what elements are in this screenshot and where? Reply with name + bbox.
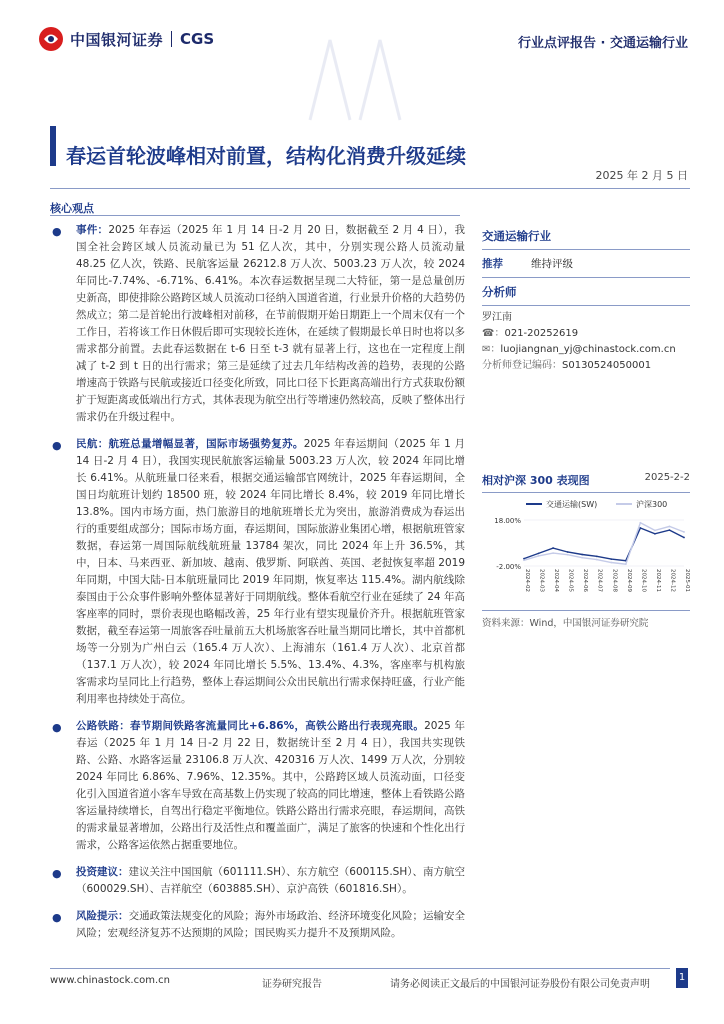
- bullet-icon: ●: [52, 911, 62, 924]
- paragraph-lead: 公路铁路：春节期间铁路客流量同比+6.86%，高铁公路出行表现亮眼。: [76, 720, 425, 732]
- chart-title: 相对沪深 300 表现图: [482, 474, 590, 487]
- y-tick-label: 18.00%: [494, 517, 521, 525]
- footer-url[interactable]: www.chinastock.com.cn: [50, 975, 170, 986]
- industry-label: 交通运输行业: [482, 229, 551, 243]
- x-tick-label: 2024-03: [538, 569, 545, 592]
- data-point: [683, 531, 685, 533]
- brand-divider: [171, 31, 172, 47]
- data-point: [596, 559, 598, 561]
- footer-report-type: 证券研究报告: [262, 979, 322, 990]
- legend-label: 交通运输(SW): [546, 500, 598, 509]
- page-number: 1: [676, 968, 688, 988]
- data-point: [581, 557, 583, 559]
- data-point: [552, 547, 554, 549]
- x-tick-label: 2024-07: [596, 569, 603, 592]
- footer-disclaimer: 请务必阅读正文最后的中国银河证券股份有限公司免责声明: [390, 979, 650, 990]
- data-point: [654, 529, 656, 531]
- main-content: [50, 222, 465, 952]
- brand-name-en: CGS: [180, 30, 215, 48]
- data-point: [639, 527, 641, 529]
- divider: [50, 215, 460, 216]
- data-point: [581, 554, 583, 556]
- data-point: [610, 558, 612, 560]
- performance-chart: [486, 494, 690, 598]
- email-icon: ✉：: [482, 344, 501, 355]
- y-tick-label: -2.00%: [496, 563, 521, 571]
- core-views-label: 核心观点: [50, 202, 94, 215]
- bullet-icon: ●: [52, 867, 62, 880]
- x-tick-label: 2024-11: [654, 569, 661, 592]
- analyst-name: 罗江南: [482, 312, 512, 323]
- paragraph-investment: [50, 864, 465, 898]
- analyst-phone-row: [482, 326, 690, 342]
- sidebar: [482, 222, 690, 374]
- x-tick-label: 2024-05: [567, 569, 574, 592]
- data-point: [610, 562, 612, 564]
- data-point: [538, 555, 540, 557]
- data-point: [538, 552, 540, 554]
- data-point: [669, 529, 671, 531]
- chart-header: [482, 472, 690, 493]
- chart-date: 2025-2-2: [644, 472, 690, 483]
- paragraph-event: [50, 222, 465, 426]
- page-title: 春运首轮波峰相对前置，结构化消费升级延续: [66, 144, 466, 168]
- x-tick-label: 2024-10: [640, 569, 647, 592]
- title-accent-bar: [50, 126, 56, 166]
- rating-value: 维持评级: [531, 258, 573, 270]
- paragraph-text: 交通政策法规变化的风险；海外市场政治、经济环境变化风险；运输安全风险；宏观经济复苏不达预期的风险；国民购买力提升不及预期风险。: [76, 910, 466, 939]
- footer-divider: [50, 968, 670, 969]
- paragraph-text: 2025 年春运（2025 年 1 月 14 日-2 月 20 日，数据截至 2 月 4 日），我国全社会跨区域人员流动量已为 51 亿人次，其中，分别实现公路人员流动量 48.25 亿人次，铁路、民航客运量 26212.8 万人次、5003.23 万人次，较 2024 年同比-7.74%、-6.71%、6.41%。本次春运数据呈现二大特征，第一是总量创历史新高，即使排除公路跨区域人员流动口径纳入国道省道，行业景升价格的大趋势仍然成立；第二是首轮出行波峰相对前移，在节前假期开始日期距上一个周末仅有一个工作日，若将该工作日休假后即可实现较长连休，在延续了假期最长单日时也将以多需求都分前置。去此春运数据在 t-6 日至 t-3 就有显著上行，这也在一定程度上削减了 t-2 到 t 日的出行需求；第三是延续了过去几年结构改善的趋势，表现的公路增速高于铁路与民航或接近口径变化所致，同比口径下长距离高端出行方式获取份额扩于短距离或低端出行方式，其体表现为航空出行等增速仍然较高，反映了整体出行需求仍在升级过程中。: [76, 224, 465, 423]
- x-tick-label: 2024-09: [625, 569, 632, 592]
- legend-label: 沪深300: [636, 500, 668, 509]
- paragraph-risk: [50, 908, 465, 942]
- data-point: [683, 537, 685, 539]
- analyst-cert-row: [482, 358, 690, 374]
- analyst-info: [482, 306, 690, 374]
- brand-logo: [38, 26, 214, 52]
- logo-icon: [38, 26, 64, 52]
- analyst-phone: 021-20252619: [504, 328, 579, 339]
- x-tick-label: 2024-08: [611, 569, 618, 592]
- paragraph-lead: 风险提示：: [76, 910, 129, 922]
- chart-source: 资料来源：Wind，中国银河证券研究院: [482, 610, 690, 629]
- watermark-icon: [300, 30, 420, 130]
- paragraph-lead: 投资建议：: [76, 866, 129, 878]
- rating-label: 推荐: [482, 258, 503, 270]
- paragraph-text: 2025 年春运（2025 年 1 月 14 日-2 月 22 日，数据统计至 2 月 4 日），我国共实现铁路、公路、水路客运量 23106.8 万人次、420316 万人次、1499 万人次，分别较 2024 年同比 6.86%、7.96%、12.35%。其中，公路跨区域人员流动面，口径变化引入国道省道小客车导致在高基数上仍实现了较高的同比增速，整体上看铁路公路客运量持续增长，自驾出行稳定平衡地位。铁路公路出行需求亮眼，春运期间，高铁的需求量显著增加，公路出行及活性点和覆盖面广，满足了旅客的快速和个性化出行需求，公路客运依然占据重要地位。: [76, 720, 465, 851]
- x-tick-label: 2025-01: [684, 569, 690, 592]
- analyst-email-row: [482, 342, 690, 358]
- data-point: [639, 522, 641, 524]
- paragraph-lead: 民航：航班总量增幅显著，国际市场强势复苏。: [76, 438, 304, 450]
- divider: [50, 188, 690, 189]
- series-line: [524, 528, 684, 561]
- data-point: [552, 552, 554, 554]
- rating-row: [482, 250, 690, 277]
- data-point: [567, 554, 569, 556]
- analyst-cert: S0130524050001: [562, 360, 652, 371]
- x-tick-label: 2024-04: [553, 569, 560, 592]
- data-point: [654, 533, 656, 535]
- data-point: [523, 559, 525, 561]
- cert-label: 分析师登记编码：: [482, 360, 562, 371]
- bullet-icon: ●: [52, 721, 62, 734]
- data-point: [567, 551, 569, 553]
- phone-icon: ☎：: [482, 328, 505, 339]
- x-tick-label: 2024-02: [524, 569, 530, 592]
- data-point: [523, 558, 525, 560]
- analyst-label: 分析师: [482, 285, 517, 299]
- analyst-email[interactable]: luojiangnan_yj@chinastock.com.cn: [500, 344, 676, 355]
- paragraph-aviation: [50, 436, 465, 708]
- data-point: [596, 555, 598, 557]
- report-date: 2025 年 2 月 5 日: [595, 169, 688, 182]
- x-tick-label: 2024-12: [669, 569, 676, 592]
- bullet-icon: ●: [52, 225, 62, 238]
- report-type: 行业点评报告 · 交通运输行业: [518, 36, 688, 51]
- paragraph-lead: 事件：: [76, 224, 109, 236]
- x-tick-label: 2024-06: [582, 569, 589, 592]
- data-point: [669, 526, 671, 528]
- bullet-icon: ●: [52, 439, 62, 452]
- data-point: [625, 563, 627, 565]
- paragraph-text: 2025 年春运期间（2025 年 1 月 14 日-2 月 4 日），我国实现民航旅客运输量 5003.23 万人次，较 2024 年同比增长 6.41%。从航班量口径来看，根据交通运输部官网统计，2025 年春运期间，全国日均航班计划约 18500 班，较 2024 年同比增长 8.4%，较 2019 年同比增长 13.8%。国内市场方面，热门旅游目的地航班增长尤为突出，旅游消费成为春运出行的重要组成部分；国际市场方面，春运期间，国际旅游业集团心增，根据航班管家数据，春运第一周国际航线航班量 13784 架次，同比 2024 年上升 36.5%，其中，日本、马来西亚、新加坡、越南、俄罗斯、阿联酋、英国、老挝恢复率超 2019 年同期，中国大陆-日本航班量同比 2019 年同期，恢复率达 115.4%。湖内航线除泰国由于公众事件影响外整体显著好于同期航线。整体看航空行业在延续了 24 年高客座率的同时，票价表现也略幅改善，25 年行业有望实现量价齐升。根据航班管家数据，截至春运第一周旅客吞吐量前五大机场旅客吞吐量当期同比增长，其中首都机场等一分别为广州白云（165.4 万人次）、上海浦东（161.4 万人次）、北京首都（137.1 万人次），较 2024 年同比增长 5.5%、13.4%、4.3%，客座率与机构旅客需求均呈同比上行趋势，整体上春运期间公众出民航出行需求保持旺盛，行业产能利用率也持续处于高位。: [76, 438, 465, 705]
- paragraph-text: 建议关注中国国航（601111.SH）、东方航空（600115.SH）、南方航空（600029.SH）、吉祥航空（603885.SH）、京沪高铁（601816.SH）。: [76, 866, 466, 895]
- paragraph-rail-road: [50, 718, 465, 854]
- brand-name: 中国银河证券: [70, 30, 164, 49]
